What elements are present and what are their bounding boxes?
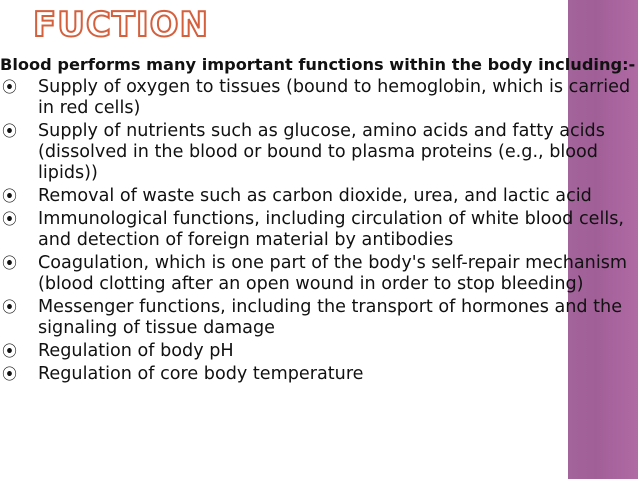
list-item-text: Immunological functions, including circulation of white blood cells, and detection of foreign material by antibodies bbox=[38, 209, 624, 250]
list-item bbox=[0, 297, 636, 339]
slide-title: FUCTION bbox=[33, 5, 209, 45]
radio-bullet-icon: ⦿ bbox=[2, 187, 18, 205]
radio-bullet-icon: ⦿ bbox=[2, 78, 18, 96]
radio-bullet-icon: ⦿ bbox=[2, 365, 18, 383]
list-item-text: Supply of nutrients such as glucose, amino acids and fatty acids (dissolved in the blood or bound to plasma proteins (e.g., blood lipids)) bbox=[38, 121, 605, 183]
list-item-text: Regulation of core body temperature bbox=[38, 364, 364, 384]
list-item bbox=[0, 253, 636, 295]
list-item bbox=[0, 341, 636, 362]
radio-bullet-icon: ⦿ bbox=[2, 254, 18, 272]
radio-bullet-icon: ⦿ bbox=[2, 122, 18, 140]
function-list bbox=[0, 77, 636, 385]
radio-bullet-icon: ⦿ bbox=[2, 298, 18, 316]
list-item-text: Coagulation, which is one part of the body's self-repair mechanism (blood clotting after an open wound in order to stop bleeding) bbox=[38, 253, 628, 294]
radio-bullet-icon: ⦿ bbox=[2, 342, 18, 360]
slide-body bbox=[0, 54, 636, 387]
list-item-text: Regulation of body pH bbox=[38, 341, 234, 361]
list-item-text: Messenger functions, including the transport of hormones and the signaling of tissue damage bbox=[38, 297, 623, 338]
list-item bbox=[0, 186, 636, 207]
radio-bullet-icon: ⦿ bbox=[2, 210, 18, 228]
list-item-text: Supply of oxygen to tissues (bound to hemoglobin, which is carried in red cells) bbox=[38, 77, 631, 118]
list-item bbox=[0, 364, 636, 385]
list-item bbox=[0, 121, 636, 184]
list-item bbox=[0, 209, 636, 251]
list-item-text: Removal of waste such as carbon dioxide, urea, and lactic acid bbox=[38, 186, 592, 206]
intro-text: Blood performs many important functions within the body including:- bbox=[0, 55, 636, 74]
list-item bbox=[0, 77, 636, 119]
